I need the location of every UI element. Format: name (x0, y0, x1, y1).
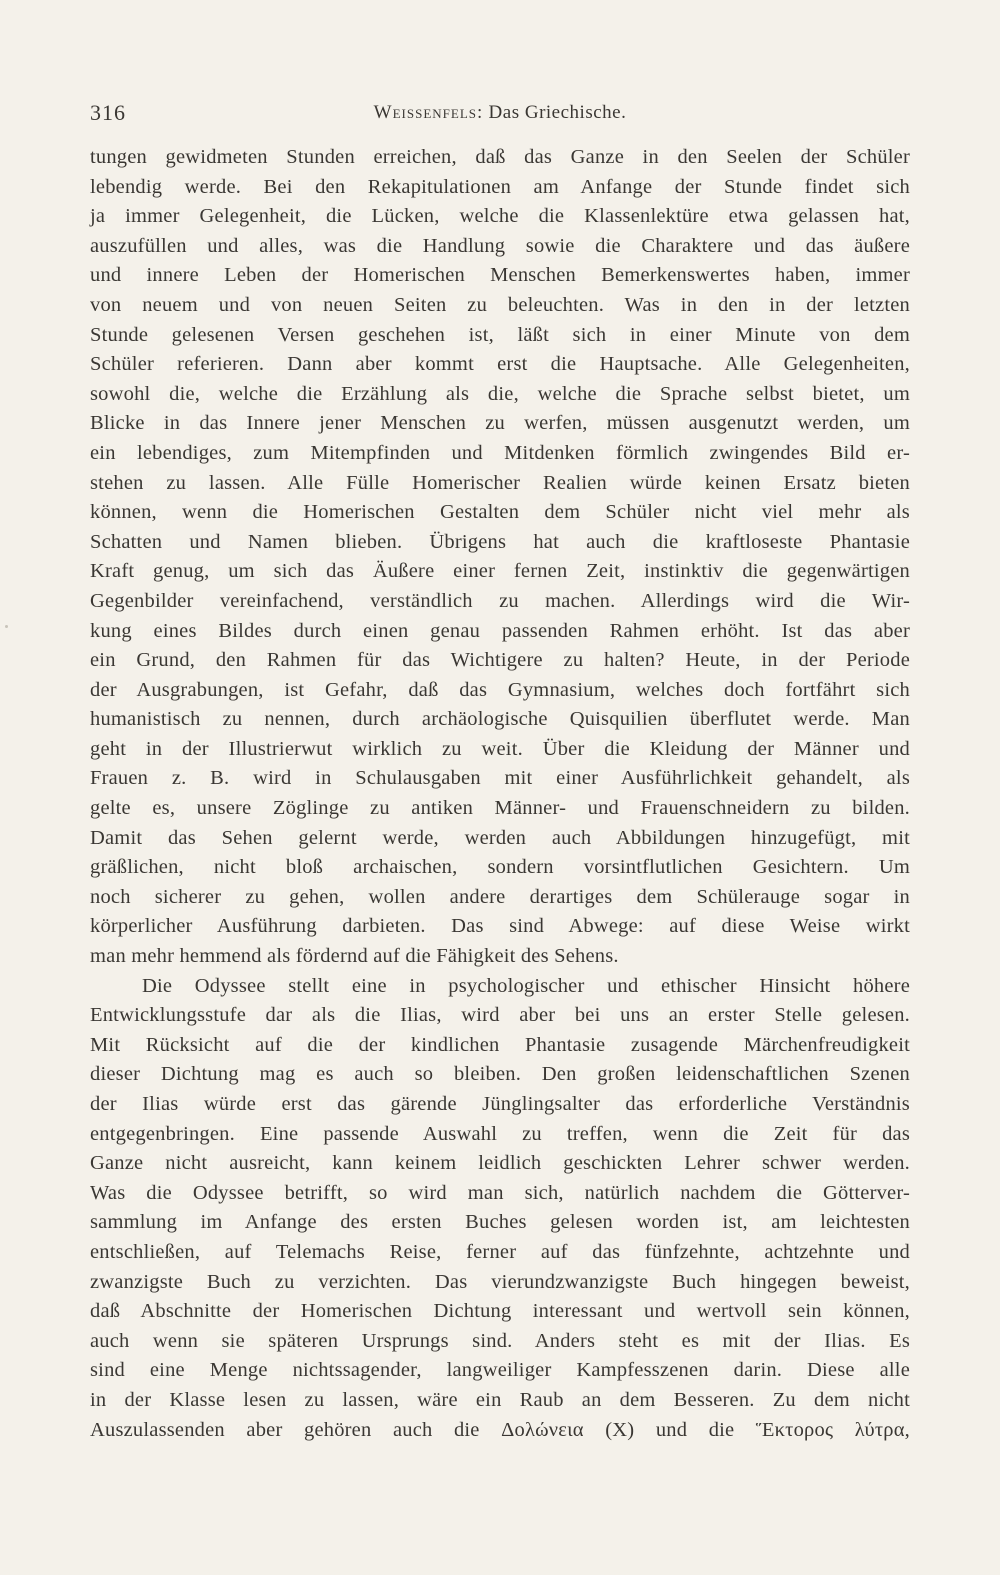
text-line: zwanzigste Buch zu verzichten. Das vierundzwanzigste Buch hingegen beweist, (90, 1270, 910, 1293)
text-line: Damit das Sehen gelernt werde, werden auch Abbildungen hinzugefügt, mit (90, 826, 910, 849)
margin-speck (5, 625, 8, 628)
text-line: Frauen z. B. wird in Schulausgaben mit einer Ausführlichkeit gehandelt, als (90, 767, 910, 790)
text-line: Auszulassenden aber gehören auch die Δολώνεια (X) und die Ἕκτορος λύτρα, (90, 1418, 910, 1441)
running-head (90, 102, 910, 124)
text-line: entschließen, auf Telemachs Reise, ferner auf das fünfzehnte, achtzehnte und (90, 1240, 910, 1263)
text-line: können, wenn die Homerischen Gestalten dem Schüler nicht viel mehr als (90, 501, 910, 524)
text-line: Stunde gelesenen Versen geschehen ist, läßt sich in einer Minute von dem (90, 323, 910, 346)
text-line: in der Klasse lesen zu lassen, wäre ein Raub an dem Besseren. Zu dem nicht (90, 1388, 910, 1411)
page-number: 316 (90, 100, 126, 125)
text-line: Kraft genug, um sich das Äußere einer fernen Zeit, instinktiv die gegenwärtigen (90, 560, 910, 583)
text-line: gelte es, unsere Zöglinge zu antiken Männer- und Frauenschneidern zu bilden. (90, 797, 910, 820)
text-line: sind eine Menge nichtssagender, langweiliger Kampfesszenen darin. Diese alle (90, 1359, 910, 1382)
text-line: kung eines Bildes durch einen genau passenden Rahmen erhöht. Ist das aber (90, 619, 910, 642)
text-line: auch wenn sie späteren Ursprungs sind. Anders steht es mit der Ilias. Es (90, 1329, 910, 1352)
text-line: ja immer Gelegenheit, die Lücken, welche die Klassenlektüre etwa gelassen hat, (90, 205, 910, 228)
text-line: Mit Rücksicht auf die der kindlichen Phantasie zusagende Märchenfreudigkeit (90, 1033, 910, 1056)
text-line: lebendig werde. Bei den Rekapitulationen am Anfange der Stunde findet sich (90, 175, 910, 198)
text-line: auszufüllen und alles, was die Handlung sowie die Charaktere und das äußere (90, 234, 910, 257)
text-line: daß Abschnitte der Homerischen Dichtung interessant und wertvoll sein können, (90, 1300, 910, 1323)
running-head-title: Das Griechische. (488, 102, 627, 123)
running-head-author: Weissenfels: (373, 102, 484, 123)
text-line: Ganze nicht ausreicht, kann keinem leidlich geschickten Lehrer schwer werden. (90, 1152, 910, 1175)
text-line: Schatten und Namen blieben. Übrigens hat auch die kraftloseste Phantasie (90, 530, 910, 553)
text-line: der Ilias würde erst das gärende Jünglingsalter das erforderliche Verständnis (90, 1093, 910, 1115)
text-line: körperlicher Ausführung darbieten. Das sind Abwege: auf diese Weise wirkt (90, 915, 910, 938)
text-line: tungen gewidmeten Stunden erreichen, daß das Ganze in den Seelen der Schüler (90, 146, 910, 168)
text-line: Blicke in das Innere jener Menschen zu werfen, müssen ausgenutzt werden, um (90, 412, 910, 435)
text-line: Was die Odyssee betrifft, so wird man sich, natürlich nachdem die Götterver- (90, 1181, 910, 1204)
text-line: sammlung im Anfange des ersten Buches gelesen worden ist, am leichtesten (90, 1211, 910, 1234)
text-line: man mehr hemmend als fördernd auf die Fähigkeit des Sehens. (90, 945, 619, 968)
text-line: geht in der Illustrierwut wirklich zu weit. Über die Kleidung der Männer und (90, 737, 910, 760)
text-line: von neuem und von neuen Seiten zu beleuchten. Was in den in der letzten (90, 293, 910, 316)
text-line: entgegenbringen. Eine passende Auswahl zu treffen, wenn die Zeit für das (90, 1122, 910, 1145)
text-line: und innere Leben der Homerischen Menschen Bemerkenswertes haben, immer (90, 264, 910, 287)
text-line: stehen zu lassen. Alle Fülle Homerischer Realien würde keinen Ersatz bieten (90, 471, 910, 494)
text-line: noch sicherer zu gehen, wollen andere derartiges dem Schülerauge sogar in (90, 885, 910, 908)
text-line: gräßlichen, nicht bloß archaischen, sondern vorsintflutlichen Gesichtern. Um (90, 856, 910, 879)
text-line: ein Grund, den Rahmen für das Wichtigere zu halten? Heute, in der Periode (90, 649, 910, 672)
text-line: Entwicklungsstufe dar als die Ilias, wird aber bei uns an erster Stelle gelesen. (90, 1004, 910, 1027)
text-line: humanistisch zu nennen, durch archäologische Quisquilien überflutet werde. Man (90, 708, 910, 731)
text-line: ein lebendiges, zum Mitempfinden und Mitdenken förmlich zwingendes Bild er- (90, 441, 910, 464)
body-text (90, 143, 910, 1445)
text-line: dieser Dichtung mag es auch so bleiben. Den großen leidenschaftlichen Szenen (90, 1063, 910, 1086)
text-line: Gegenbilder vereinfachend, verständlich zu machen. Allerdings wird die Wir- (90, 589, 910, 612)
text-line: der Ausgrabungen, ist Gefahr, daß das Gymnasium, welches doch fortfährt sich (90, 678, 910, 701)
text-line: Die Odyssee stellt eine in psychologischer und ethischer Hinsicht höhere (142, 974, 910, 997)
page-header (90, 100, 910, 130)
text-line: sowohl die, welche die Erzählung als die, welche die Sprache selbst bietet, um (90, 382, 910, 405)
text-line: Schüler referieren. Dann aber kommt erst die Hauptsache. Alle Gelegenheiten, (90, 353, 910, 376)
